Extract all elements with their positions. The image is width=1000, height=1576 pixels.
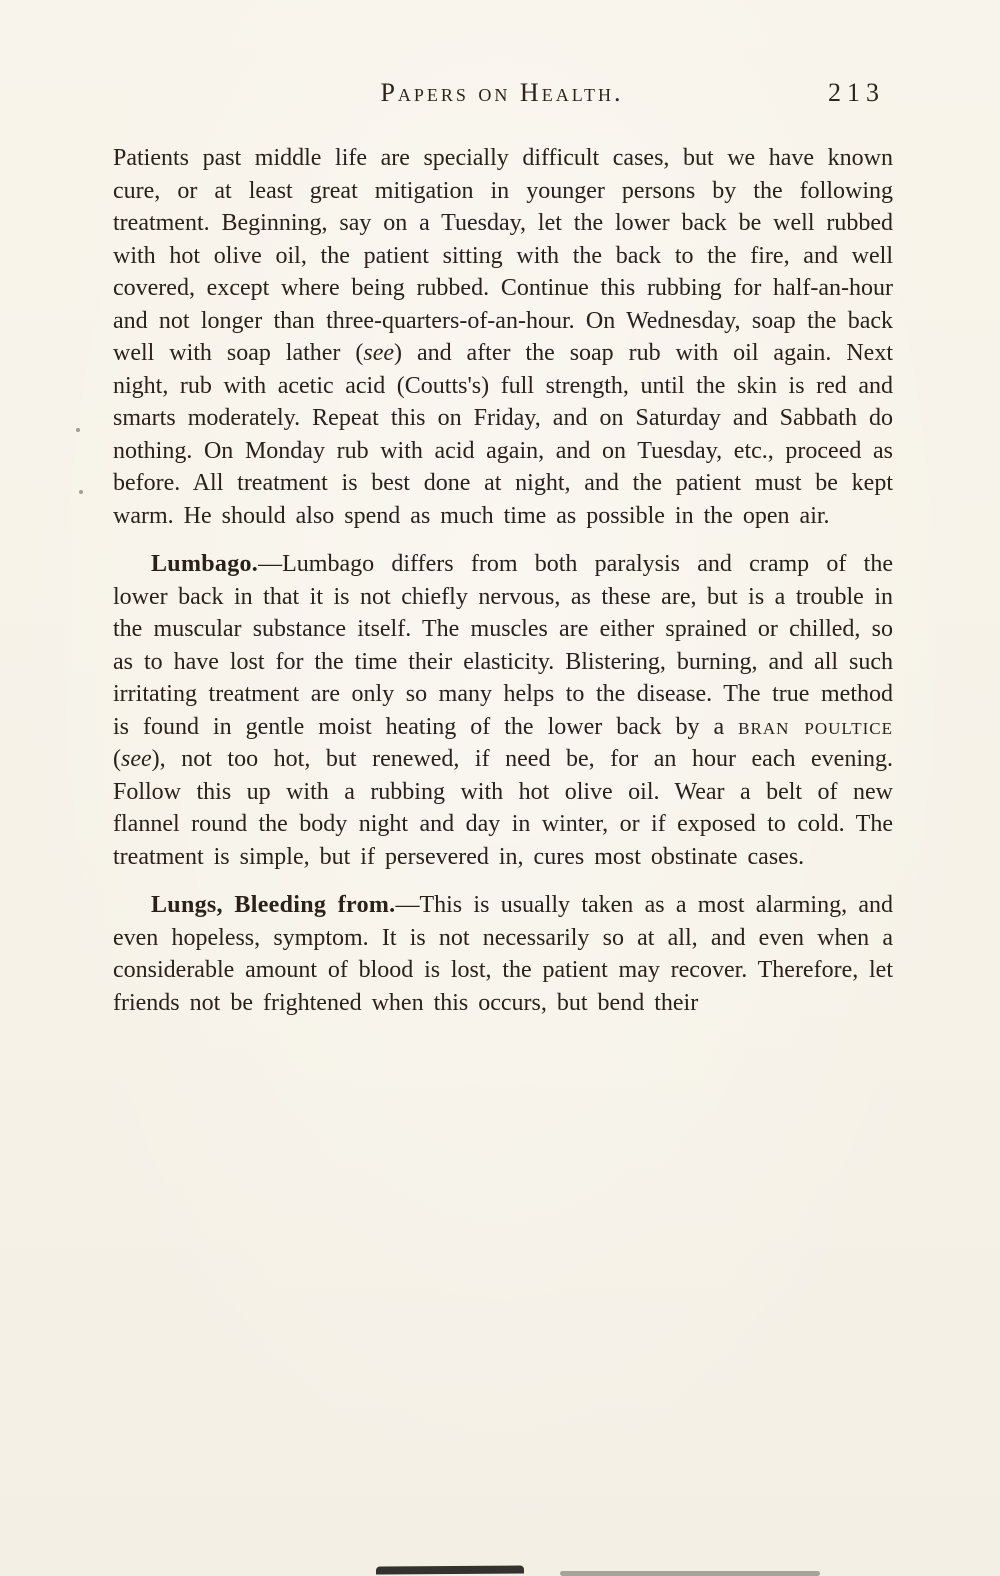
page-title: Papers on Health. [380,78,624,107]
scan-speck [76,428,80,432]
text-segment: see [121,746,152,772]
text-segment: see [363,340,395,366]
paragraph [113,548,893,873]
paragraph [113,142,893,532]
scan-speck [79,490,83,494]
text-segment: —This is usually taken as a most alarming, and even hopeless, symptom. It is not necessarily so at all, and even when a considerable amount of blood is lost, the patient may recover. Therefore, let friends not be frightened when this occurs, but bend their [113,892,894,1016]
entry-term: Lumbago. [151,551,259,577]
page-body [113,142,893,1035]
text-segment: bran poultice [738,713,893,740]
scan-edge-artifact [560,1571,820,1576]
text-segment: ) and after the soap rub with oil again. Next night, rub with acetic acid (Coutts's) full strength, until the skin is red and smarts moderately. Repeat this on Friday, and on Saturday and Sabbath do nothing. On Monday rub with acid again, and on Tuesday, etc., proceed as before. All treatment is best done at night, and the patient must be kept warm. He should also spend as much time as possible in the open air. [113,340,893,529]
paragraph [113,889,893,1019]
text-segment: ( [113,746,121,772]
page-number: 213 [828,78,885,107]
entry-term: Lungs, Bleeding from. [151,892,396,918]
text-segment: Patients past middle life are specially difficult cases, but we have known cure, or at least great mitigation in younger persons by the following treatment. Beginning, say on a Tuesday, let the lower back be well rubbed with hot olive oil, the patient sitting with the back to the fire, and well covered, except where being rubbed. Continue this rubbing for half-an-hour and not longer than three-quarters-of-an-hour. On Wednesday, soap the back well with soap lather ( [113,145,893,366]
running-head [113,78,891,114]
scan-edge-artifact [376,1565,524,1574]
text-segment: —Lumbago differs from both paralysis and cramp of the lower back in that it is not chiefly nervous, as these are, but is a trouble in the muscular substance itself. The muscles are either sprained or chilled, so as to have lost for the time their elasticity. Blistering, burning, and all such irritating treatment are only so many helps to the disease. The true method is found in gentle moist heating of the lower back by a [113,551,893,740]
text-segment: ), not too hot, but renewed, if need be, for an hour each evening. Follow this up with a rubbing with hot olive oil. Wear a belt of new flannel round the body night and day in winter, or if exposed to cold. The treatment is simple, but if persevered in, cures most obstinate cases. [113,746,893,870]
